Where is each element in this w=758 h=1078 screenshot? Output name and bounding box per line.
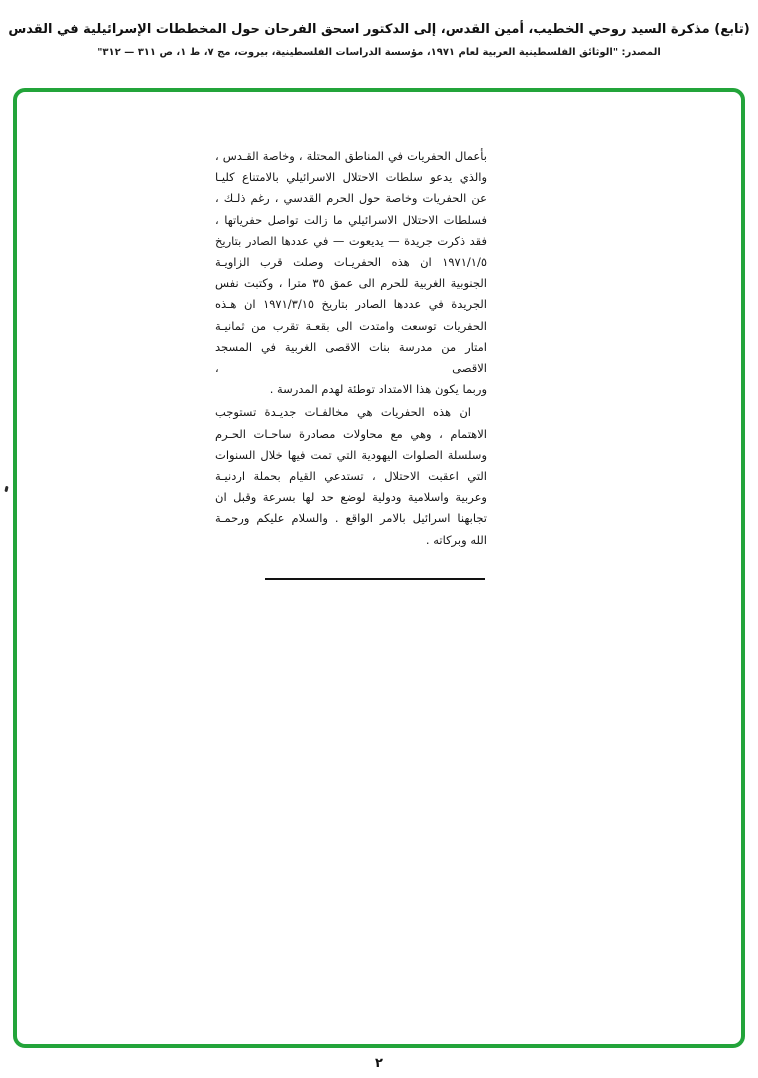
paragraph-1 [215, 146, 487, 400]
text-line: والذي يدعو سلطات الاحتلال الاسرائيلي بالامتناع كليـا [215, 170, 487, 185]
text-line: عن الحفريات وخاصة حول الحرم القدسي ، رغم ذلـك ، [215, 191, 487, 206]
green-frame [13, 88, 745, 1048]
text-line: ان هذه الحفريات هي مخالفـات جديـدة تستوجب [215, 405, 471, 420]
scan-artifact-dot [4, 486, 8, 492]
body-text [215, 146, 487, 580]
text-line: الحفريات توسعت وامتدت الى بقعـة تقرب من ثمانيـة [215, 318, 487, 333]
text-line: وعربية واسلامية ودولية لوضع حد لها بسرعة وقبل ان [215, 490, 487, 505]
text-line: التي اعقبت الاحتلال ، تستدعي القيام بحملة اردنيـة [215, 469, 487, 484]
header-source: المصدر: "الوثائق الفلسطينية العربية لعام ١٩٧١، مؤسسة الدراسات الفلسطينية، بيروت، مج ٧، ط ١، ص ٣١١ — ٣١٢" [97, 47, 661, 58]
text-line: فقد ذكرت جريدة — يديعوت — في عددها الصادر بتاريخ [215, 233, 487, 248]
text-line: وسلسلة الصلوات اليهودية التي تمت فيها خلال السنوات [215, 447, 487, 462]
header-title: (تابع) مذكرة السيد روحي الخطيب، أمين القدس، إلى الدكتور اسحق الفرحان حول المخططات الإسرائيلية في القدس [8, 22, 750, 37]
text-line: بأعمال الحفريات في المناطق المحتلة ، وخاصة القـدس ، [215, 149, 487, 163]
text-line: الجريدة في عددها الصادر بتاريخ ١٩٧١/٣/١٥ ان هـذه [215, 297, 487, 312]
text-line: وربما يكون هذا الامتداد توطئة لهدم المدرسة . [269, 382, 487, 397]
text-line: فسلطات الاحتلال الاسرائيلي ما زالت تواصل حفرياتها ، [215, 212, 487, 227]
text-line: ١٩٧١/١/٥ ان هذه الحفريـات وصلت قرب الزاويـة [215, 255, 487, 270]
text-line: الاهتمام ، وهي مع محاولات مصادرة ساحـات الحـرم [215, 426, 487, 441]
text-line: امتار من مدرسة بنات الاقصى الغربية في المسجد الاقصى ، [215, 339, 487, 376]
text-line: تجابهنا اسرائيل بالامر الواقع . والسلام عليكم ورحمـة [215, 511, 487, 526]
text-line: الله وبركاته . [425, 532, 487, 547]
text-line: الجنوبية الغربية للحرم الى عمق ٣٥ مترا ، وكتبت نفس [215, 276, 487, 291]
end-divider [265, 578, 485, 580]
paragraph-2 [215, 402, 487, 550]
document-header [0, 22, 758, 58]
page-number: ٢ [375, 1056, 383, 1071]
